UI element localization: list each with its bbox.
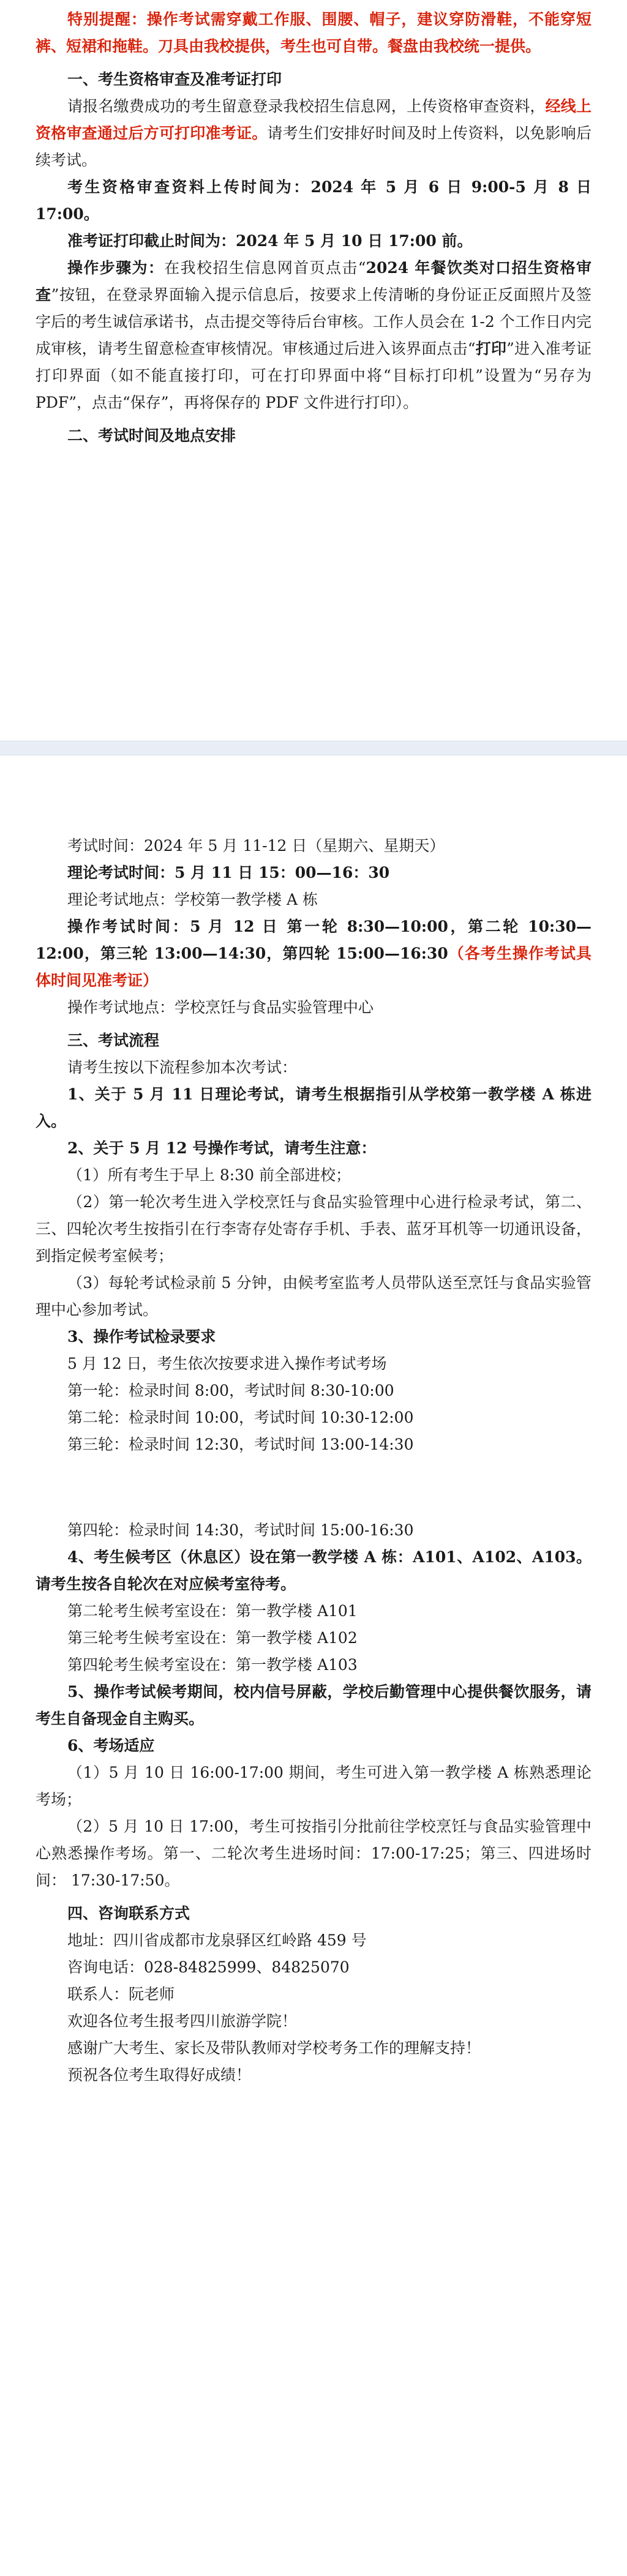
adapt-2: （2）5 月 10 日 17:00，考生可按指引分批前往学校烹饪与食品实验管理中心熟悉操作考场。第一、二轮次考生进场时间：17:00-17:25；第三、四进场时间： 17:30-17:50。 xyxy=(36,1818,591,1889)
room-2: 第二轮考生候考室设在：第一教学楼 A101 xyxy=(67,1602,358,1620)
para-upload-red: 经线上资格审查通过后方可打印准考证。 xyxy=(36,97,591,142)
process-intro: 请考生按以下流程参加本次考试： xyxy=(67,1058,298,1076)
contact-address: 地址：四川省成都市龙泉驿区红岭路 459 号 xyxy=(67,1931,367,1949)
practice-location: 操作考试地点：学校烹饪与食品实验管理中心 xyxy=(67,998,374,1016)
round-4: 第四轮：检录时间 14:30，考试时间 15:00-16:30 xyxy=(67,1521,414,1539)
steps-button-name: 2024 年餐饮类对口招生资格审查 xyxy=(36,259,591,304)
steps-para xyxy=(0,255,627,416)
checkin-intro: 5 月 12 日，考生依次按要求进入操作考试考场 xyxy=(67,1355,387,1372)
steps-print: 打印 xyxy=(475,340,507,358)
process-3: 3、操作考试检录要求 xyxy=(67,1328,216,1346)
steps-label: 操作步骤为： xyxy=(67,259,165,277)
special-notice: 特别提醒：操作考试需穿戴工作服、围腰、帽子，建议穿防滑鞋，不能穿短裤、短裙和拖鞋。刀具由我校提供，考生也可自带。餐盘由我校统一提供。 xyxy=(36,10,591,55)
theory-time: 理论考试时间：5 月 11 日 15：00—16：30 xyxy=(67,864,390,882)
closing-welcome: 欢迎各位考生报考四川旅游学院！ xyxy=(67,2012,298,2030)
para-upload-post: 请考生们安排好时间及时上传资料，以免影响后续考试。 xyxy=(36,124,591,169)
practice-time-note: （各考生操作考试具体时间见准考证） xyxy=(36,945,591,989)
upload-time: 考生资格审查资料上传时间为：2024 年 5 月 6 日 9:00-5 月 8 日 17:00。 xyxy=(36,178,591,223)
process-2: 2、关于 5 月 12 号操作考试，请考生注意： xyxy=(67,1139,377,1157)
steps-a: 在我校招生信息网首页点击“ xyxy=(164,259,366,277)
closing-wish: 预祝各位考生取得好成绩！ xyxy=(67,2066,252,2084)
heading-2: 二、考试时间及地点安排 xyxy=(67,427,236,444)
room-3: 第三轮考生候考室设在：第一教学楼 A102 xyxy=(67,1629,358,1647)
practice-time xyxy=(0,913,627,994)
print-deadline: 准考证打印截止时间为：2024 年 5 月 10 日 17:00 前。 xyxy=(67,232,473,250)
round-3: 第三轮：检录时间 12:30，考试时间 13:00-14:30 xyxy=(67,1436,414,1453)
adapt-1: （1）5 月 10 日 16:00-17:00 期间，考生可进入第一教学楼 A 栋熟悉理论考场； xyxy=(36,1764,591,1808)
closing-thanks: 感谢广大考生、家长及带队教师对学校考务工作的理解支持！ xyxy=(67,2039,481,2057)
practice-time-text: 操作考试时间：5 月 12 日 第一轮 8:30—10:00，第二轮 10:30—12:00，第三轮 13:00—14:30，第四轮 15:00—16:30 xyxy=(36,918,591,962)
process-6: 6、考场适应 xyxy=(67,1737,155,1754)
contact-phone: 咨询电话：028-84825999、84825070 xyxy=(67,1958,350,1976)
section-qualification xyxy=(0,6,627,449)
para-upload xyxy=(0,93,627,174)
process-5: 5、操作考试候考期间，校内信号屏蔽，学校后勤管理中心提供餐饮服务，请考生自备现金自主购买。 xyxy=(36,1683,591,1728)
round-1: 第一轮：检录时间 8:00，考试时间 8:30-10:00 xyxy=(67,1382,394,1399)
process-2-2: （2）第一轮次考生进入学校烹饪与食品实验管理中心进行检录考试，第二、三、四轮次考生按指引在行李寄存处寄存手机、手表、蓝牙耳机等一切通讯设备，到指定候考室候考； xyxy=(36,1193,591,1265)
round-2: 第二轮：检录时间 10:00，考试时间 10:30-12:00 xyxy=(67,1409,414,1426)
process-4: 4、考生候考区（休息区）设在第一教学楼 A 栋：A101、A102、A103。请考生按各自轮次在对应候考室待考。 xyxy=(36,1548,591,1593)
steps-e: ”进入准考证打印界面（如不能直接打印，可在打印界面中将“目标打印机”设置为“另存为 PDF”，点击“保存”，再将保存的 PDF 文件进行打印）。 xyxy=(36,340,591,411)
gap xyxy=(0,1458,627,1517)
heading-1: 一、考生资格审查及准考证打印 xyxy=(67,70,282,88)
process-1: 1、关于 5 月 11 日理论考试，请考生根据指引从学校第一教学楼 A 栋进入。 xyxy=(36,1085,591,1130)
room-4: 第四轮考生候考室设在：第一教学楼 A103 xyxy=(67,1656,358,1674)
steps-c: ”按钮，在登录界面输入提示信息后，按要求上传清晰的身份证正反面照片及签字后的考生诚信承诺书，点击提交等待后台审核。工作人员会在 1-2 个工作日内完成审核，请考生留意检查审核情况。审核通过后进入该界面点击“ xyxy=(36,286,591,358)
process-2-1: （1）所有考生于早上 8:30 前全部进校； xyxy=(67,1166,351,1184)
contact-person: 联系人：阮老师 xyxy=(67,1985,175,2003)
process-2-3: （3）每轮考试检录前 5 分钟，由候考室监考人员带队送至烹饪与食品实验管理中心参加考试。 xyxy=(36,1274,591,1319)
heading-4: 四、咨询联系方式 xyxy=(67,1904,190,1922)
section-schedule xyxy=(0,833,627,2089)
heading-3: 三、考试流程 xyxy=(67,1032,160,1049)
para-upload-pre: 请报名缴费成功的考生留意登录我校招生信息网，上传资格审查资料， xyxy=(67,97,546,115)
exam-dates: 考试时间：2024 年 5 月 11-12 日（星期六、星期天） xyxy=(67,837,445,855)
page-divider xyxy=(0,741,627,755)
theory-location: 理论考试地点：学校第一教学楼 A 栋 xyxy=(67,891,318,908)
